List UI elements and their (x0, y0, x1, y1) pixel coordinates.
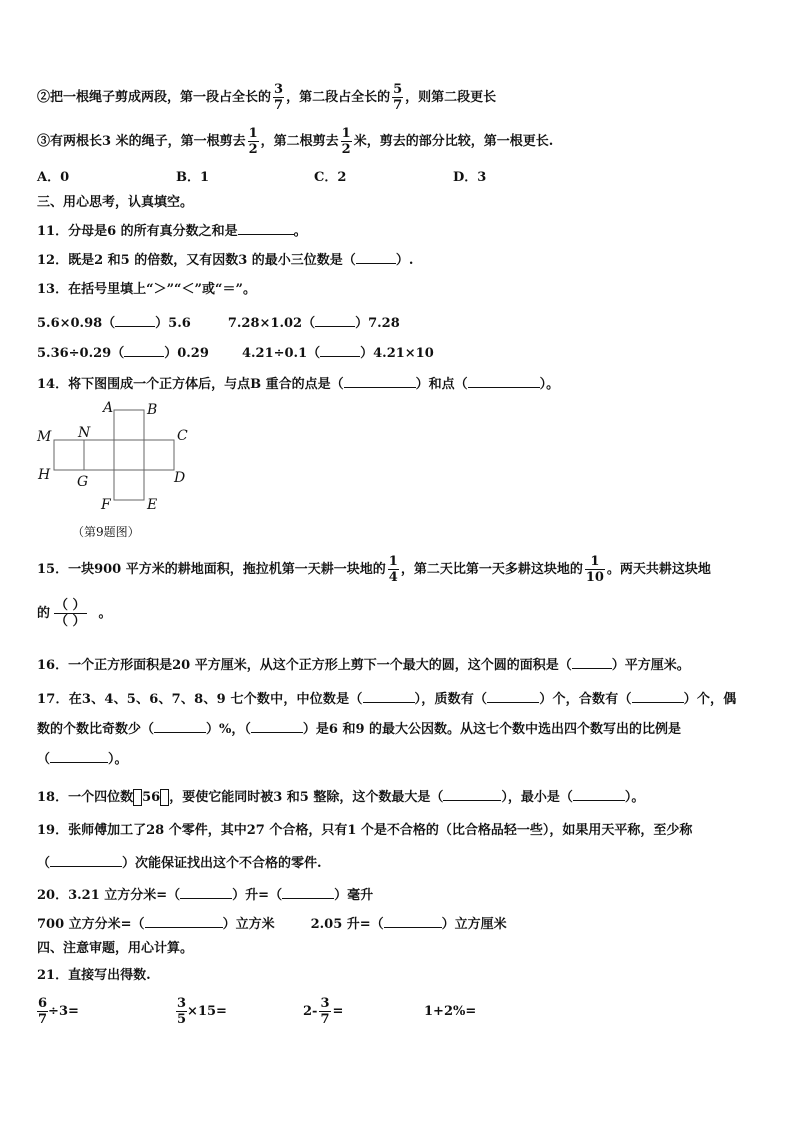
question-12: 12．既是2 和5 的倍数，又有因数3 的最小三位数是（ ）. (37, 250, 413, 269)
label-e: E (147, 497, 158, 513)
answer-blank[interactable] (315, 313, 355, 327)
answer-blank[interactable] (154, 719, 206, 733)
statement-3 (37, 126, 553, 157)
answer-blank[interactable] (50, 853, 122, 867)
answer-blank[interactable] (145, 914, 223, 928)
digit-box[interactable] (160, 789, 169, 806)
question-19-line-2: （ ）次能保证找出这个不合格的零件. (37, 853, 322, 872)
answer-blank[interactable] (238, 221, 294, 235)
statement-2-end: ，则第二段更长 (405, 90, 497, 105)
net-square (84, 440, 114, 470)
answer-blank[interactable] (124, 343, 164, 357)
label-f: F (101, 497, 111, 513)
question-20-line-2: 700 立方分米=（ ）立方米 2.05 升=（ ）立方厘米 (37, 914, 507, 933)
net-square (54, 440, 84, 470)
statement-2 (37, 82, 496, 113)
fraction: $\frac{1}{10}$ (585, 554, 604, 585)
label-g: G (77, 474, 89, 490)
statement-2-mid: ，第二段占全长的 (286, 90, 391, 105)
net-square (144, 440, 174, 470)
calc-1: $\frac{6}{7}$ ÷3= (38, 996, 79, 1027)
label-h: H (38, 467, 51, 483)
question-20: 20．3.21 立方分米=（ ）升=（ ）毫升 (37, 885, 373, 904)
answer-blank[interactable] (632, 689, 684, 703)
fraction: $\frac{3}{7}$ (320, 996, 330, 1027)
answer-blank[interactable] (50, 749, 108, 763)
option-b[interactable]: B．1 (176, 170, 210, 185)
question-13: 13．在括号里填上“＞”“＜”或“＝”。 (37, 282, 256, 297)
answer-blank[interactable] (572, 655, 612, 669)
question-11: 11．分母是6 的所有真分数之和是 。 (37, 221, 307, 240)
net-square (114, 440, 144, 470)
label-c: C (177, 428, 188, 444)
statement-3-end: 米，剪去的部分比较，第一根更长. (353, 134, 554, 149)
answer-blank[interactable] (443, 787, 501, 801)
answer-blank[interactable] (384, 914, 442, 928)
question-15-line-2: 的 $\frac{( )}{( )}$ 。 (37, 598, 112, 629)
statement-2-text: ②把一根绳子剪成两段，第一段占全长的 (37, 90, 272, 105)
fraction: $\frac{6}{7}$ (38, 996, 48, 1027)
statement-3-mid: ，第二根剪去 (260, 134, 339, 149)
question-19: 19．张师傅加工了28 个零件，其中27 个合格，只有1 个是不合格的（比合格品轻一些），如果用天平称，至少称 (37, 823, 693, 838)
option-d[interactable]: D．3 (453, 170, 487, 185)
label-n: N (78, 425, 91, 441)
section-3-heading: 三、用心思考，认真填空。 (37, 195, 194, 210)
digit-box[interactable] (133, 789, 142, 806)
answer-blank[interactable] (320, 343, 360, 357)
question-18: 18．一个四位数 56 ，要使它能同时被3 和5 整除，这个数最大是（ ），最小是（ ）。 (37, 787, 644, 806)
label-d: D (174, 470, 186, 486)
fraction: $\frac{1}{2}$ (248, 126, 258, 157)
answer-blank[interactable] (115, 313, 155, 327)
label-m: M (37, 429, 52, 445)
answer-blank[interactable] (573, 787, 625, 801)
question-17-line-2: 数的个数比奇数少（ ）%，（ ）是6 和9 的最大公因数。从这七个数中选出四个数写出的比例是 (37, 719, 681, 738)
question-21: 21．直接写出得数. (37, 968, 151, 983)
option-c[interactable]: C．2 (314, 170, 347, 185)
question-13-row-1: 5.6×0.98（ ）5.6 7.28×1.02（ ）7.28 (37, 313, 400, 332)
answer-blank[interactable] (363, 689, 415, 703)
section-4-heading: 四、注意审题，用心计算。 (37, 941, 194, 956)
fraction: $\frac{3}{7}$ (274, 82, 284, 113)
question-13-row-2: 5.36÷0.29（ ）0.29 4.21÷0.1（ ）4.21×10 (37, 343, 434, 362)
answer-blank[interactable] (344, 374, 416, 388)
question-17: 17．在3、4、5、6、7、8、9 七个数中，中位数是（ ），质数有（ ）个，合数有（ ）个，偶 (37, 689, 736, 708)
question-17-line-3: （ ）。 (37, 749, 128, 768)
question-16: 16．一个正方形面积是20 平方厘米，从这个正方形上剪下一个最大的圆，这个圆的面积是（ ）平方厘米。 (37, 655, 690, 674)
answer-blank[interactable] (468, 374, 540, 388)
answer-blank[interactable] (356, 250, 396, 264)
label-b: B (147, 402, 158, 418)
answer-fraction[interactable]: $\frac{( )}{( )}$ (55, 598, 86, 629)
answer-blank[interactable] (251, 719, 303, 733)
net-square (114, 470, 144, 500)
statement-3-text: ③有两根长3 米的绳子，第一根剪去 (37, 134, 246, 149)
fraction: $\frac{1}{4}$ (388, 554, 398, 585)
fraction: $\frac{3}{5}$ (177, 996, 187, 1027)
label-a: A (103, 400, 114, 416)
calc-4: 1+2%= (424, 1004, 477, 1019)
calc-3: 2- $\frac{3}{7}$ = (303, 996, 344, 1027)
figure-caption: （第9题图） (72, 525, 140, 539)
fraction: $\frac{1}{2}$ (341, 126, 351, 157)
fraction: $\frac{5}{7}$ (393, 82, 403, 113)
answer-blank[interactable] (180, 885, 232, 899)
question-15: 15．一块900 平方米的耕地面积，拖拉机第一天耕一块地的 $\frac{1}{4}$ ，第二天比第一天多耕这块地的 $\frac{1}{10}$ 。两天共耕这块地 (37, 554, 711, 585)
option-a[interactable]: A．0 (37, 170, 70, 185)
answer-blank[interactable] (282, 885, 334, 899)
cube-net-figure (30, 398, 200, 544)
answer-blank[interactable] (487, 689, 539, 703)
net-square (114, 410, 144, 440)
calc-2: $\frac{3}{5}$ ×15= (177, 996, 227, 1027)
question-14: 14．将下图围成一个正方体后，与点B 重合的点是（ ）和点（ ）。 (37, 374, 559, 393)
